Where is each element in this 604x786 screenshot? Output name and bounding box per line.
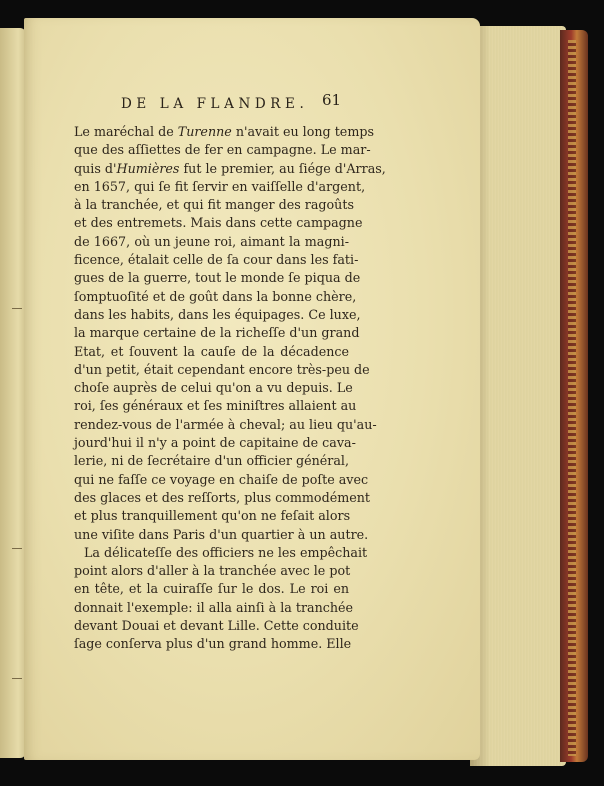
text-line: ſomptuoſité et de goût dans la bonne chère, <box>74 288 357 304</box>
text-line: de 1667, où un jeune roi, aimant la magni- <box>74 233 349 249</box>
text-line: gues de la guerre, tout le monde ſe piqua de <box>74 270 361 286</box>
margin-mark <box>12 308 22 309</box>
margin-mark <box>12 548 22 549</box>
text-line: à la tranchée, et qui fit manger des ragoûts <box>74 197 354 213</box>
facing-page-edge <box>0 28 26 758</box>
italic-name: Humières <box>116 160 180 176</box>
text-line: Etat, et ſouvent la cauſe de la décadence <box>74 343 349 359</box>
text-line: en tête, et la cuiraſſe ſur le dos. Le roi en <box>74 581 349 597</box>
text-line: rendez-vous de l'armée à cheval; au lieu qu'au- <box>74 416 377 432</box>
text-line: lerie, ni de ſecrétaire d'un officier général, <box>74 453 349 469</box>
text-run: fut le premier, au ſiége d'Arras, <box>179 160 386 176</box>
cover-gilt-border <box>568 40 576 756</box>
margin-mark <box>12 678 22 679</box>
text-line: qui ne faſſe ce voyage en chaiſe de poſte avec <box>74 471 369 487</box>
text-line: que des aſſiettes de fer en campagne. Le mar- <box>74 142 371 158</box>
text-line: la marque certaine de la richeſſe d'un grand <box>74 325 360 341</box>
text-line: ſage conſerva plus d'un grand homme. Elle <box>74 636 352 652</box>
page-number: 61 <box>322 91 342 109</box>
text-line: une viſite dans Paris d'un quartier à un autre. <box>74 526 369 542</box>
text-run: quis d' <box>74 160 117 176</box>
text-line: donnait l'exemple: il alla ainſi à la tranchée <box>74 599 354 615</box>
text-line: La délicateſſe des officiers ne les empêchait <box>84 544 368 560</box>
text-line: choſe auprès de celui qu'on a vu depuis. Le <box>74 380 353 396</box>
text-line: dans les habits, dans les équipages. Ce luxe, <box>74 306 361 322</box>
text-line: roi, ſes généraux et ſes miniſtres allaient au <box>74 398 357 414</box>
text-run: Le maréchal de <box>74 124 178 139</box>
text-line: en 1657, qui ſe fit ſervir en vaiſſelle d'argent, <box>74 178 366 194</box>
text-run: n'avait eu long temps <box>231 124 374 139</box>
text-line: et des entremets. Mais dans cette campagne <box>74 215 363 231</box>
text-line: des glaces et des reſſorts, plus commodément <box>74 489 371 505</box>
text-line: point alors d'aller à la tranchée avec le pot <box>74 563 351 579</box>
text-line <box>74 160 386 178</box>
text-line <box>74 123 374 141</box>
text-line: d'un petit, était cependant encore très-peu de <box>74 361 370 377</box>
text-line: et plus tranquillement qu'on ne feſait alors <box>74 508 351 524</box>
text-line: devant Douai et devant Lille. Cette conduite <box>74 618 359 634</box>
page-body-text <box>74 123 386 654</box>
text-line: jourd'hui il n'y a point de capitaine de cava- <box>74 435 356 451</box>
italic-name: Turenne <box>177 124 232 139</box>
text-line: ficence, étalait celle de ſa cour dans les fati- <box>74 252 359 268</box>
running-head: DE LA FLANDRE. <box>121 96 309 112</box>
